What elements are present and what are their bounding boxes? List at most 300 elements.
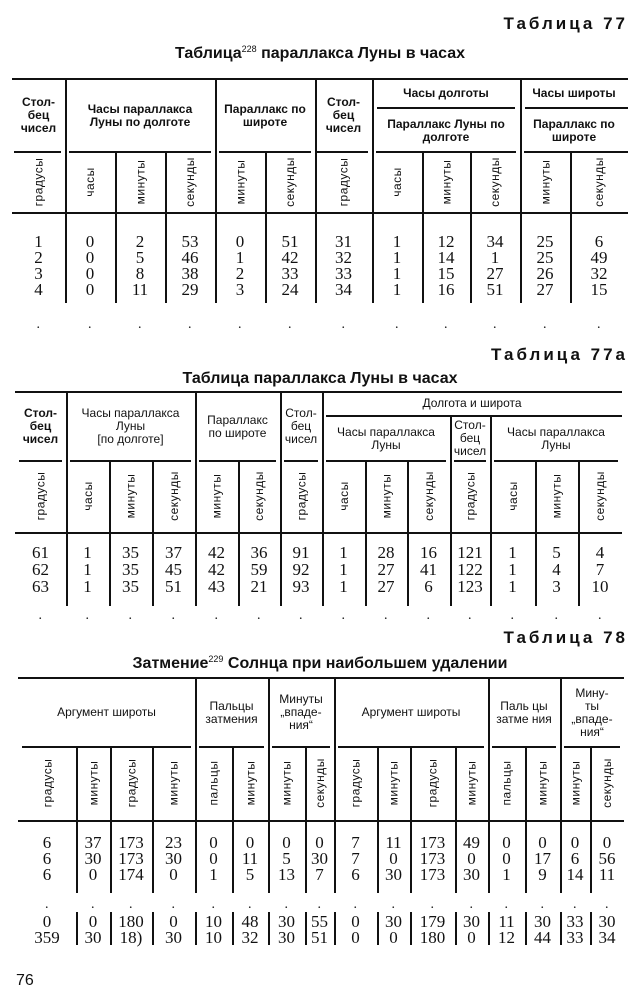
column-header-text: минуты — [379, 473, 394, 519]
table-cell: 63 — [32, 577, 49, 596]
column-header-text: секунды — [312, 758, 327, 808]
table-cell: 1 — [209, 865, 218, 884]
ellipsis-dot: . — [91, 897, 95, 912]
ellipsis-dot: . — [573, 897, 577, 912]
table-cell: 1 — [83, 543, 92, 562]
table-cell: 30 — [165, 928, 182, 947]
group-header — [195, 679, 268, 746]
table-cell: 180 — [419, 928, 446, 947]
column-header-text: пальцы — [206, 760, 221, 806]
column-header — [15, 462, 66, 530]
group-header-text: Часы долготы — [403, 85, 489, 100]
group-header-text: Часы параллакса Луны — [507, 424, 605, 452]
ellipsis-dot: . — [88, 317, 92, 332]
ellipsis-dot: . — [395, 317, 399, 332]
column-header — [315, 153, 372, 210]
group-header-text: Часы параллакса Луны — [337, 424, 435, 452]
table-cell: 37 — [165, 543, 182, 562]
table-cell: 1 — [508, 560, 517, 579]
ellipsis-dot: . — [288, 317, 292, 332]
table-cell: 0 — [570, 833, 580, 852]
table-cell: 62 — [32, 560, 49, 579]
column-header — [407, 462, 450, 530]
table-cell: 30 — [534, 912, 551, 931]
table-cell: 15 — [590, 280, 608, 299]
table-cell: 0 — [315, 833, 324, 852]
table-cell: 11 — [385, 833, 402, 852]
ellipsis-dot: . — [36, 317, 40, 332]
table-cell: 44 — [534, 928, 551, 947]
table-cell: 6 — [424, 577, 433, 596]
column-header — [372, 153, 422, 210]
ellipsis-dot: . — [299, 608, 303, 623]
column-header-text: секунды — [252, 471, 266, 521]
ellipsis-dot: . — [128, 608, 132, 623]
table-cell: 17 — [534, 849, 551, 868]
column-header-text: секунды — [166, 471, 181, 521]
group-header-text: Параллакс по широте — [207, 412, 268, 440]
table-cell: 7 — [351, 849, 360, 868]
group-header — [18, 679, 195, 746]
table-cell: 0 — [502, 849, 511, 868]
table-cell: 0 — [85, 264, 95, 283]
table-cell: 1 — [392, 232, 402, 251]
table-cell: 4 — [552, 560, 561, 579]
table-cell: 23 — [165, 833, 182, 852]
table-cell: 3 — [34, 264, 43, 283]
table-cell: 32 — [241, 928, 259, 947]
group-header-text: Стол- бец чисел — [284, 406, 318, 446]
column-header-text: минуты — [166, 760, 181, 806]
column-header — [520, 153, 570, 210]
table-cell: 37 — [84, 833, 102, 852]
table-cell: 42 — [208, 543, 225, 562]
column-header — [377, 748, 410, 818]
rule-line — [15, 532, 622, 534]
table-cell: 122 — [457, 560, 483, 579]
table-cell: 1 — [392, 248, 402, 267]
table-cell: 0 — [235, 232, 245, 251]
table-cell: 35 — [122, 543, 139, 562]
table-cell: 56 — [598, 849, 616, 868]
column-header-text: градусы — [294, 471, 308, 521]
table-cell: 11 — [131, 280, 149, 299]
table-number-label: Таблица 78 — [503, 628, 628, 647]
table-cell: 30 — [463, 912, 480, 931]
table-title-text: Затмение — [132, 655, 209, 672]
rule-line — [18, 820, 624, 822]
ellipsis-dot: . — [257, 608, 261, 623]
table-cell: 359 — [34, 928, 60, 947]
group-header — [372, 80, 520, 106]
table-cell: 29 — [181, 280, 199, 299]
table-cell: 30 — [165, 849, 182, 868]
group-header — [268, 679, 334, 746]
table-cell: 24 — [281, 280, 299, 299]
table-cell: 1 — [339, 543, 348, 562]
table-title: Таблица параллакса Луны в часах — [182, 370, 458, 387]
table-cell: 173 — [419, 833, 446, 852]
group-header-text: Аргумент широты — [57, 705, 156, 719]
ellipsis-dot: . — [45, 897, 49, 912]
group-header — [65, 80, 215, 151]
table-cell: 0 — [538, 833, 547, 852]
ellipsis-dot: . — [211, 897, 215, 912]
column-header-text: градусы — [425, 758, 440, 808]
footnote-ref: 229 — [208, 654, 224, 664]
group-header-text: Пальцы затмения — [205, 698, 258, 726]
table-cell: 27 — [377, 560, 395, 579]
column-header — [578, 462, 622, 530]
column-header — [238, 462, 280, 530]
column-header-text: пальцы — [499, 760, 514, 806]
table-cell: 35 — [122, 577, 139, 596]
group-header-text: Параллакс Луны по долготе — [387, 116, 505, 144]
ellipsis-dot: . — [468, 608, 472, 623]
table-cell: 0 — [467, 849, 476, 868]
page-number: 76 — [16, 972, 34, 989]
table-cell: 25 — [536, 248, 554, 267]
table-cell: 1 — [508, 543, 517, 562]
ellipsis-dot: . — [430, 897, 434, 912]
rule-line — [377, 107, 515, 109]
table-cell: 1 — [83, 577, 92, 596]
table-title — [0, 44, 640, 63]
table-cell: 51 — [165, 577, 182, 596]
table-cell: 12 — [498, 928, 515, 947]
table-cell: 0 — [351, 928, 360, 947]
group-header-text: Минуты „впаде- ния“ — [279, 692, 323, 732]
column-header-text: часы — [505, 481, 520, 511]
table-cell: 6 — [570, 849, 580, 868]
table-cell: 30 — [598, 912, 616, 931]
footnote-ref: 228 — [241, 44, 257, 54]
column-header-text: часы — [83, 166, 97, 197]
column-header — [12, 153, 65, 210]
table-cell: 0 — [85, 248, 95, 267]
column-header — [195, 748, 232, 818]
table-cell: 61 — [32, 543, 49, 562]
table-cell: 33 — [566, 928, 584, 947]
ellipsis-dot: . — [214, 608, 218, 623]
table-cell: 179 — [419, 912, 446, 931]
ellipsis-dot: . — [317, 897, 321, 912]
table-cell: 15 — [437, 264, 455, 283]
group-header — [215, 80, 315, 151]
column-header — [18, 748, 76, 818]
table-cell: 1 — [490, 248, 500, 267]
table-cell: 0 — [209, 849, 218, 868]
ellipsis-dot: . — [444, 317, 448, 332]
column-header-text: минуты — [132, 159, 147, 204]
table-cell: 180 — [118, 912, 144, 931]
table-cell: 33 — [335, 264, 352, 283]
column-header — [195, 462, 238, 530]
table-cell: 1 — [235, 248, 245, 267]
column-header — [66, 462, 109, 530]
table-cell: 30 — [385, 912, 402, 931]
table-cell: 0 — [42, 912, 52, 931]
column-header-text: часы — [390, 166, 404, 197]
ellipsis-dot: . — [171, 608, 175, 623]
table-cell: 121 — [457, 543, 483, 562]
table-cell: 59 — [250, 560, 268, 579]
ellipsis-dot: . — [504, 897, 508, 912]
ellipsis-dot: . — [598, 608, 602, 623]
table-cell: 2 — [235, 264, 245, 283]
table-cell: 0 — [169, 865, 178, 884]
table-cell: 0 — [245, 833, 255, 852]
column-header — [490, 462, 535, 530]
column-header — [109, 462, 152, 530]
column-header — [410, 748, 455, 818]
table-cell: 30 — [311, 849, 328, 868]
table-cell: 6 — [42, 833, 52, 852]
ellipsis-dot: . — [543, 317, 547, 332]
ellipsis-dot: . — [248, 897, 252, 912]
table-cell: 27 — [486, 264, 504, 283]
column-header-text: минуты — [386, 760, 401, 806]
column-header — [305, 748, 334, 818]
table-cell: 16 — [437, 280, 455, 299]
group-header — [12, 80, 65, 151]
column-header — [115, 153, 165, 210]
table-cell: 9 — [538, 865, 547, 884]
column-header — [535, 462, 578, 530]
table-cell: 35 — [122, 560, 139, 579]
table-cell: 10 — [591, 577, 609, 596]
table-cell: 11 — [498, 912, 515, 931]
column-header — [280, 462, 322, 530]
group-header-text: Стол- бец чисел — [325, 95, 362, 135]
column-header — [215, 153, 265, 210]
ellipsis-dot: . — [510, 608, 514, 623]
column-header-text: секунды — [593, 471, 607, 521]
table-cell: 91 — [292, 543, 310, 562]
ellipsis-dot: . — [605, 897, 609, 912]
column-header-text: минуты — [232, 159, 247, 204]
table-cell: 6 — [351, 865, 360, 884]
table-cell: 5 — [135, 248, 145, 267]
table-cell: 7 — [595, 560, 605, 579]
column-header-text: секунды — [183, 156, 197, 207]
table-cell: 41 — [420, 560, 437, 579]
column-header-text: минуты — [123, 473, 138, 519]
column-header — [455, 748, 488, 818]
table-cell: 51 — [311, 928, 328, 947]
table-cell: 1 — [34, 232, 43, 251]
table-cell: 10 — [205, 928, 222, 947]
ellipsis-dot: . — [540, 897, 544, 912]
ellipsis-dot: . — [129, 897, 133, 912]
group-header — [490, 417, 622, 460]
table-cell: 34 — [335, 280, 352, 299]
rule-line — [12, 212, 628, 214]
table-cell: 5 — [245, 865, 255, 884]
table-cell: 10 — [205, 912, 222, 931]
table-cell: 30 — [84, 928, 102, 947]
table-cell: 30 — [385, 865, 402, 884]
column-header — [422, 153, 470, 210]
table-cell: 173 — [118, 849, 144, 868]
ellipsis-dot: . — [171, 897, 175, 912]
group-header-text: Аргумент широты — [361, 705, 461, 719]
table-cell: 1 — [392, 280, 402, 299]
table-cell: 0 — [88, 912, 98, 931]
table-title-text: Таблица — [174, 45, 242, 62]
table-cell: 123 — [457, 577, 483, 596]
table-cell: 0 — [169, 912, 178, 931]
table-cell: 27 — [536, 280, 554, 299]
group-header-text: Параллакс по широте — [533, 116, 615, 144]
column-header — [232, 748, 268, 818]
table-cell: 53 — [181, 232, 199, 251]
group-header — [520, 110, 628, 151]
table-cell: 173 — [118, 833, 144, 852]
group-header — [488, 679, 560, 746]
table-cell: 30 — [463, 865, 480, 884]
table-cell: 49 — [463, 833, 480, 852]
group-header-text: Паль цы затме ния — [496, 698, 552, 726]
ellipsis-dot: . — [353, 897, 357, 912]
group-header — [372, 110, 520, 151]
table-cell: 0 — [85, 280, 95, 299]
ellipsis-dot: . — [493, 317, 497, 332]
table-number-label: Таблица 77а — [491, 345, 628, 364]
group-header-text: Параллакс по широте — [224, 101, 306, 129]
table-cell: 32 — [335, 248, 352, 267]
group-header — [322, 393, 622, 413]
table-cell: 4 — [595, 543, 605, 562]
column-header — [65, 153, 115, 210]
column-header-text: градусы — [31, 157, 46, 206]
table-cell: 0 — [209, 833, 218, 852]
column-header — [152, 748, 195, 818]
table-cell: 0 — [502, 833, 511, 852]
column-header-text: часы — [336, 481, 351, 511]
table-cell: 12 — [437, 232, 455, 251]
ellipsis-dot: . — [391, 897, 395, 912]
table-cell: 0 — [467, 928, 476, 947]
column-header — [450, 462, 490, 530]
group-header — [322, 417, 450, 460]
column-header-text: минуты — [537, 159, 552, 204]
table-cell: 174 — [118, 865, 144, 884]
ellipsis-dot: . — [554, 608, 558, 623]
column-header — [334, 748, 377, 818]
column-header-text: градусы — [463, 471, 477, 521]
column-header-text: минуты — [86, 760, 101, 806]
rule-line — [525, 107, 628, 109]
table-cell: 0 — [88, 865, 98, 884]
table-cell: 46 — [181, 248, 199, 267]
column-header-text: секунды — [421, 471, 436, 521]
table-cell: 34 — [486, 232, 504, 251]
table-cell: 93 — [292, 577, 310, 596]
column-header-text: секунды — [592, 156, 606, 207]
column-header — [76, 748, 110, 818]
column-header-text: часы — [80, 481, 95, 511]
ellipsis-dot: . — [284, 897, 288, 912]
group-header — [560, 679, 624, 746]
group-header — [450, 417, 490, 460]
table-cell: 38 — [181, 264, 199, 283]
column-header — [152, 462, 195, 530]
table-cell: 30 — [278, 912, 295, 931]
table-cell: 28 — [377, 543, 395, 562]
table-cell: 5 — [282, 849, 291, 868]
table-cell: 0 — [85, 232, 95, 251]
column-header-text: минуты — [464, 760, 479, 806]
table-cell: 32 — [590, 264, 608, 283]
ellipsis-dot: . — [238, 317, 242, 332]
column-header — [488, 748, 525, 818]
group-header — [195, 393, 280, 460]
group-header — [15, 393, 66, 460]
table-cell: 30 — [84, 849, 102, 868]
column-header-text: градусы — [40, 758, 54, 808]
table-cell: 25 — [536, 232, 554, 251]
group-header-text: Часы широты — [532, 85, 616, 100]
group-header — [280, 393, 322, 460]
column-header — [165, 153, 215, 210]
table-cell: 51 — [281, 232, 299, 251]
column-header-text: градусы — [336, 157, 351, 206]
table-cell: 1 — [339, 577, 348, 596]
table-cell: 8 — [135, 264, 145, 283]
column-header-text: секунды — [600, 758, 614, 808]
ellipsis-dot: . — [188, 317, 192, 332]
table-cell: 0 — [389, 849, 398, 868]
ellipsis-dot: . — [138, 317, 142, 332]
table-cell: 33 — [281, 264, 299, 283]
group-header — [66, 393, 195, 460]
table-cell: 26 — [536, 264, 554, 283]
table-cell: 6 — [594, 232, 604, 251]
table-cell: 13 — [278, 865, 295, 884]
table-cell: 4 — [34, 280, 43, 299]
table-cell: 14 — [437, 248, 455, 267]
table-cell: 11 — [598, 865, 616, 884]
table-cell: 21 — [250, 577, 268, 596]
table-cell: 42 — [208, 560, 225, 579]
table-cell: 30 — [278, 928, 295, 947]
table-cell: 7 — [315, 865, 324, 884]
table-cell: 1 — [392, 264, 402, 283]
ellipsis-dot: . — [341, 317, 345, 332]
group-header-text: Часы параллакса Луны [по долготе] — [81, 406, 180, 446]
group-header — [315, 80, 372, 151]
column-header — [322, 462, 365, 530]
group-header-text: Мину- ты „впаде- ния“ — [571, 685, 613, 739]
column-header-text: минуты — [438, 159, 453, 204]
column-header-text: градусы — [124, 758, 138, 808]
column-header — [590, 748, 624, 818]
table-cell: 1 — [508, 577, 517, 596]
column-header-text: минуты — [549, 473, 564, 519]
column-header — [365, 462, 407, 530]
column-header — [110, 748, 152, 818]
table-cell: 0 — [282, 833, 291, 852]
table-cell: 173 — [419, 849, 446, 868]
column-header-text: секунды — [283, 156, 297, 207]
group-header — [334, 679, 488, 746]
table-cell: 43 — [208, 577, 225, 596]
table-cell: 27 — [377, 577, 395, 596]
ellipsis-dot: . — [341, 608, 345, 623]
table-cell: 0 — [389, 928, 398, 947]
group-header-text: Стол- бец чисел — [22, 406, 59, 446]
